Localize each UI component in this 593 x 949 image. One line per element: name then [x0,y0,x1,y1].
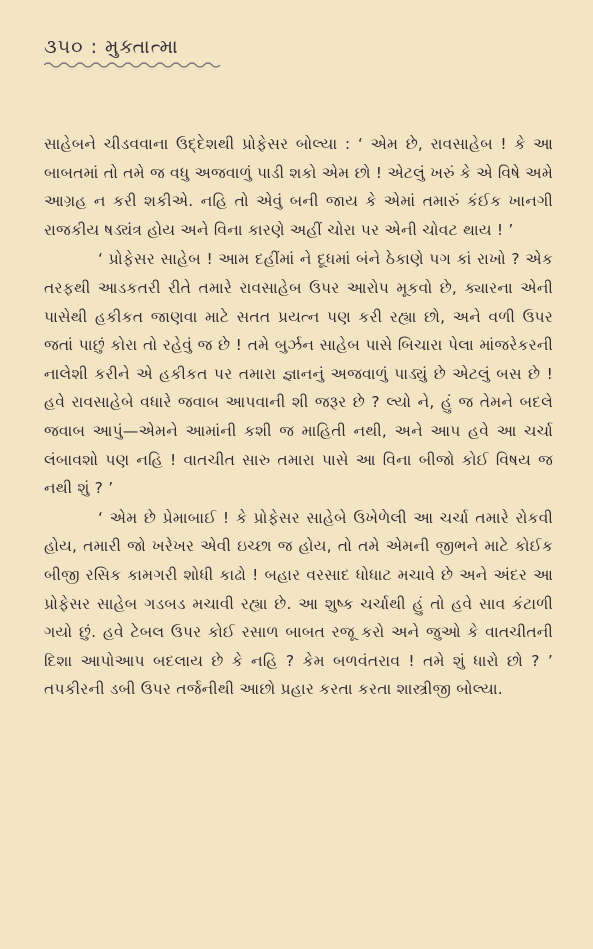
wavy-underline-ornament [44,60,222,70]
paragraph-2: ‘ પ્રોફેસર સાહેબ ! આમ દહીંમાં ને દૂધમાં બંને ઠેકાણે પગ કાં રાખો ? એક તરફથી આડકતરી રીતે તમારે રાવસાહેબ ઉપર આરોપ મૂકવો છે, ક્યારના એની પાસેથી હકીકત જાણવા માટે સતત પ્રયત્ન પણ કરી રહ્યા છો, અને વળી ઉપર જતાં પાછું કોરા તો રહેવું જ છે ! તમે બુર્ઝન સાહેબ પાસે બિચારા પેલા માંજરેકરની નાલેશી કરીને એ હકીકત પર તમારા જ્ઞાનનું અજવાળું પાડ્યું છે એટલું બસ છે ! હવે રાવસાહેબે વધારે જવાબ આપવાની શી જરૂર છે ? લ્યો ને, હું જ તેમને બદલે જવાબ આપું—એમને આમાંની કશી જ માહિતી નથી, અને આપ હવે આ ચર્ચા લંબાવશો પણ નહિ ! વાતચીત સારુ તમારા પાસે આ વિના બીજો કોઈ વિષય જ નથી શું ? ’ [44,250,553,498]
running-head [44,36,553,76]
paragraph-3: ‘ એમ છે પ્રેમાબાઈ ! કે પ્રોફેસર સાહેબે ઉખેળેલી આ ચર્ચા તમારે રોકવી હોય, તમારી જો ખરેખર એવી ઇચ્છા જ હોય, તો તમે એમની જીભને માટે કોઈક બીજી રસિક કામગરી શોધી કાઢો ! બહાર વરસાદ ધોધાટ મચાવે છે અને અંદર આ પ્રોફેસર સાહેબ ગડબડ મચાવી રહ્યા છે. આ શુષ્ક ચર્ચાથી હું તો હવે સાવ કંટાળી ગયો છું. હવે ટેબલ ઉપર કોઈ રસાળ બાબત રજૂ કરો અને જુઓ કે વાતચીતની દિશા આપોઆપ બદલાય છે કે નહિ ? કેમ બળવંતરાવ ! તમે શું ધારો છો ? ’ તપકીરની ડબી ઉપર તર્જનીથી આછો પ્રહાર કરતા કરતા શાસ્ત્રીજી બોલ્યા. [44,508,553,699]
page-number-and-title: ૩૫૦ : મુક્તાત્મા [44,36,179,58]
body-text [44,130,553,704]
paragraph-1: સાહેબને ચીડવવાના ઉદ્દેશથી પ્રોફેસર બોલ્યા : ‘ એમ છે, રાવસાહેબ ! કે આ બાબતમાં તો તમે જ વધુ અજવાળું પાડી શકો એમ છો ! એટલું ખરું કે એ વિષે અમે આગ્રહ ન કરી શકીએ. નહિ તો એવું બની જાય કે એમાં તમારું કંઈક ખાનગી રાજકીય ષડ્યંત્ર હોય અને વિના કારણે અહીં ચોરા પર એની ચોવટ થાય ! ’ [44,135,553,239]
